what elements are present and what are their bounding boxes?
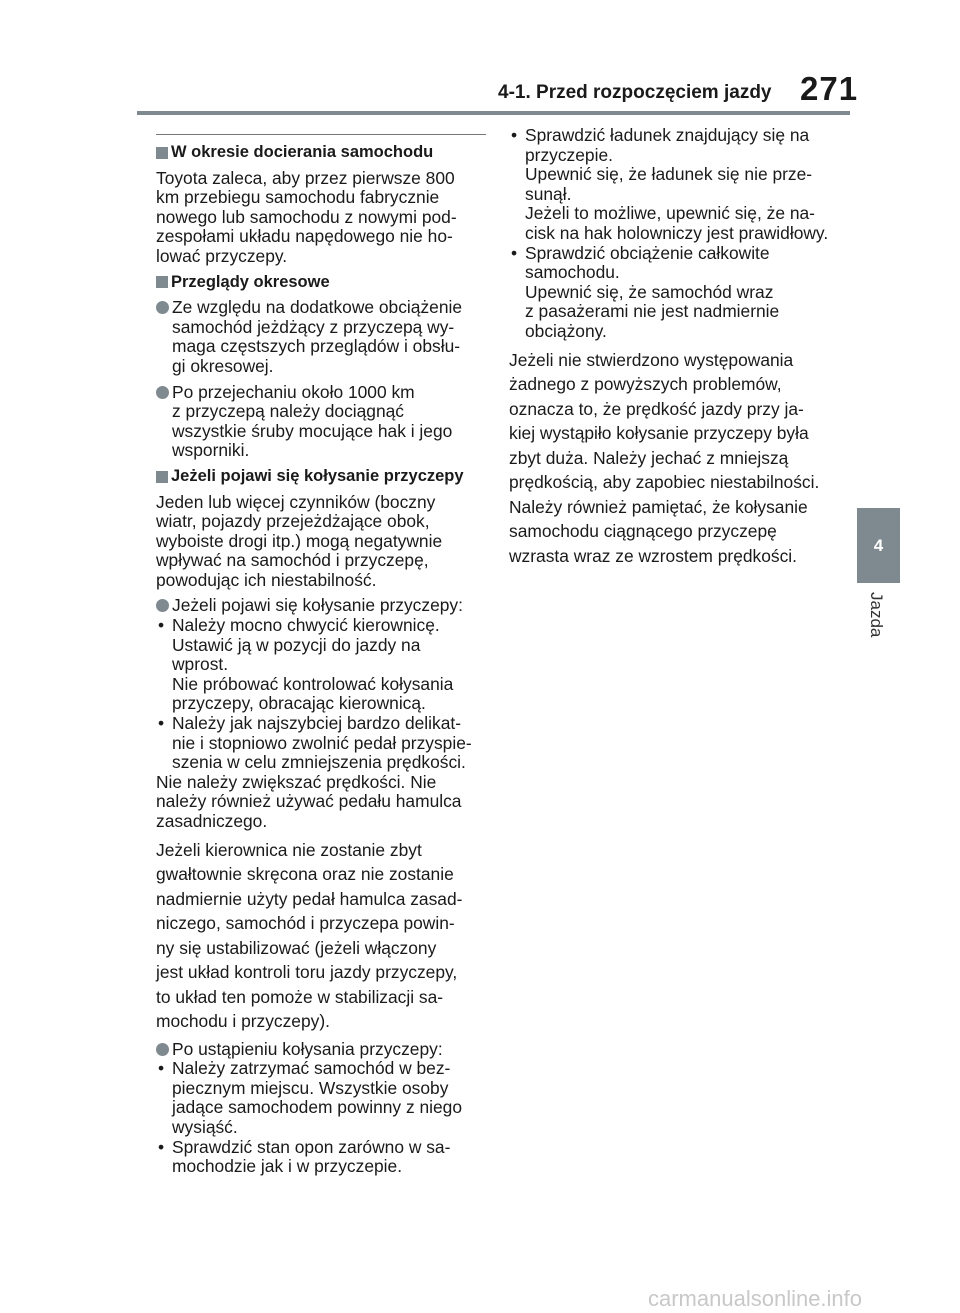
section-heading-sway: Jeżeli pojawi się kołysanie przyczepy — [156, 467, 486, 487]
watermark: carmanualsonline.info — [648, 1286, 863, 1311]
section-rule — [156, 134, 486, 135]
bullet-item: • Sprawdzić ładunek znajdujący się na przyczepie. Upewnić się, że ładunek się nie prze- sunął. Jeżeli to możliwe, upewnić się, że na- cisk na hak holowniczy jest prawidłowy. — [509, 126, 839, 244]
chapter-label: Jazda — [867, 592, 886, 638]
paragraph-conclusion: Jeżeli nie stwierdzono występowania żadnego z powyższych problemów, oznacza to, że prędkość jazdy przy ja- kiej wystąpiło kołysanie przyczepy była zbyt duża. Należy jechać z mniejszą prędkością, aby zapobiec niestabilności. Należy również pamiętać, że kołysanie samochodu ciągnącego przyczepę wzrasta wraz ze wzrostem prędkości. — [509, 349, 820, 566]
bullet-item: • Należy jak najszybciej bardzo delikat- nie i stopniowo zwolnić pedał przyspie- szenia w celu zmniejszenia prędkości. — [156, 714, 486, 773]
header-rule — [137, 111, 850, 115]
circle-bullet-icon — [156, 1043, 169, 1056]
circle-bullet-icon — [156, 599, 169, 612]
page-number: 271 — [800, 70, 859, 107]
paragraph-no-speedup: Nie należy zwiększać prędkości. Nie należy również używać pedału hamulca zasadniczego. — [156, 771, 462, 831]
chapter-number: 4 — [873, 535, 884, 555]
bullet-item: • Należy mocno chwycić kierownicę. Ustawić ją w pozycji do jazdy na wprost. Nie próbować kontrolować kołysania przyczepy, obracając kierownicą. — [156, 616, 486, 714]
list-item: Po przejechaniu około 1000 km z przyczepą należy dociągnąć wszystkie śruby mocujące hak i jego wsporniki. — [156, 383, 486, 461]
bullet-item: • Sprawdzić obciążenie całkowite samochodu. Upewnić się, że samochód wraz z pasażerami nie jest nadmiernie obciążony. — [509, 244, 839, 342]
left-column — [156, 132, 486, 1177]
circle-bullet-icon — [156, 301, 169, 314]
circle-bullet-icon — [156, 386, 169, 399]
square-bullet-icon — [156, 276, 168, 288]
bullet-item: • Należy zatrzymać samochód w bez- piecznym miejscu. Wszystkie osoby jadące samochodem powinny z niego wysiąść. — [156, 1059, 486, 1137]
section-heading-inspections: Przeglądy okresowe — [156, 273, 486, 293]
running-header: 4-1. Przed rozpoczęciem jazdy — [498, 82, 772, 103]
section-heading-break-in: W okresie docierania samochodu — [156, 143, 486, 163]
list-item: Jeżeli pojawi się kołysanie przyczepy: — [156, 596, 486, 616]
square-bullet-icon — [156, 471, 168, 483]
square-bullet-icon — [156, 147, 168, 159]
bullet-item: • Sprawdzić stan opon zarówno w sa- mochodzie jak i w przyczepie. — [156, 1138, 486, 1177]
list-item: Po ustąpieniu kołysania przyczepy: — [156, 1040, 486, 1060]
chapter-tab[interactable] — [857, 508, 900, 583]
paragraph-sway-causes: Jeden lub więcej czynników (boczny wiatr, pojazdy przejeżdżające obok, wyboiste drogi itp.) mogą negatywnie wpływać na samochód i przyczepę, powodując ich niestabilność. — [156, 491, 443, 590]
paragraph-stabilize: Jeżeli kierownica nie zostanie zbyt gwałtownie skręcona oraz nie zostanie nadmiernie użyty pedał hamulca zasad- niczego, samochód i przyczepa powin- ny się ustabilizować (jeżeli włączony jest układ kontroli toru jazdy przyczepy, to układ ten pomoże w stabilizacji sa- mochodu i przyczepy). — [156, 839, 463, 1032]
right-column — [509, 126, 839, 574]
list-item: Ze względu na dodatkowe obciążenie samochód jeżdżący z przyczepą wy- maga częstszych przeglądów i obsłu- gi okresowej. — [156, 298, 486, 376]
paragraph-break-in: Toyota zaleca, aby przez pierwsze 800 km przebiegu samochodu fabrycznie nowego lub samochodu z nowymi pod- zespołami układu napędowego nie ho- lować przyczepy. — [156, 167, 457, 266]
